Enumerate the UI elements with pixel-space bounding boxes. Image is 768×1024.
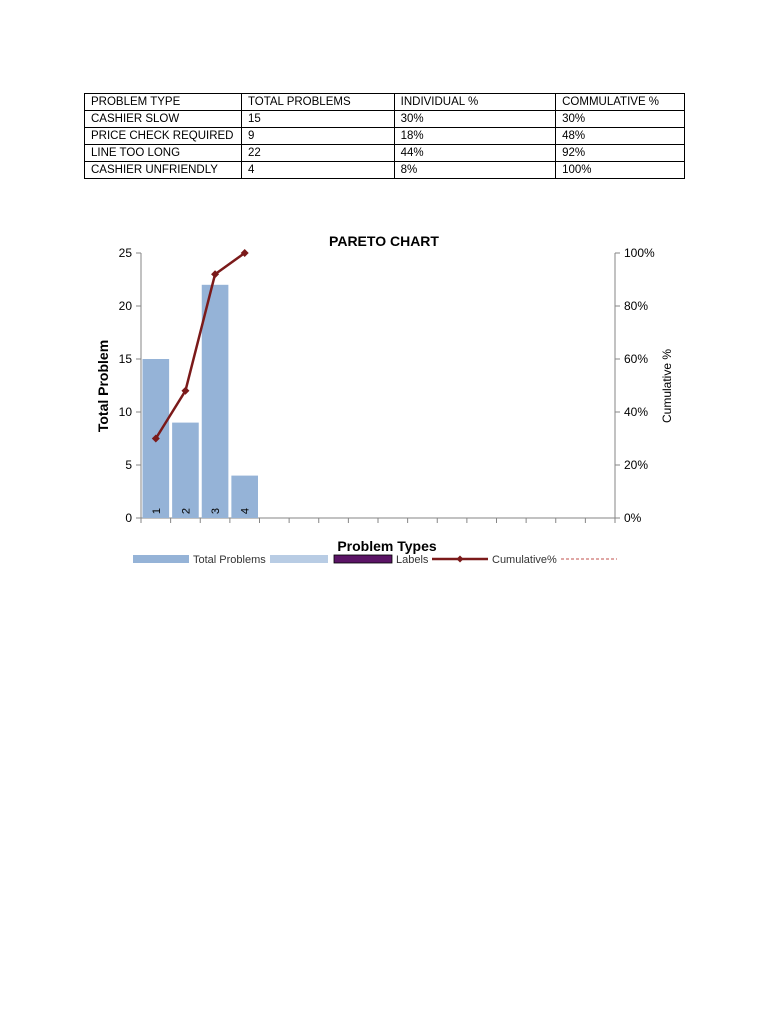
- cumulative-line: [156, 253, 245, 439]
- y-axis-label: Total Problem: [95, 339, 111, 433]
- table-header-cell: TOTAL PROBLEMS: [241, 94, 394, 111]
- bar: [172, 423, 199, 518]
- table-cell: CASHIER SLOW: [85, 111, 242, 128]
- table-cell: 18%: [394, 128, 555, 145]
- plot-area: [119, 246, 655, 525]
- legend-swatch: [133, 555, 189, 563]
- table-cell: 15: [241, 111, 394, 128]
- y-tick-label: 20: [118, 299, 132, 313]
- y2-tick-label: 60%: [624, 352, 649, 366]
- y-tick-label: 10: [118, 405, 132, 419]
- y2-axis-label: Cumulative %: [660, 348, 674, 424]
- chart-title: PARETO CHART: [329, 233, 439, 249]
- table-cell: PRICE CHECK REQUIRED: [85, 128, 242, 145]
- table-cell: 4: [241, 162, 394, 179]
- table-cell: 100%: [556, 162, 685, 179]
- table-cell: 48%: [556, 128, 685, 145]
- table-cell: 8%: [394, 162, 555, 179]
- y2-tick-label: 20%: [624, 458, 649, 472]
- legend-label: Total Problems: [193, 554, 266, 566]
- y2-tick-label: 100%: [624, 246, 655, 260]
- y2-tick-label: 40%: [624, 405, 649, 419]
- x-axis-label: Problem Types: [337, 538, 437, 554]
- table-cell: 30%: [556, 111, 685, 128]
- table-header-cell: INDIVIDUAL %: [394, 94, 555, 111]
- legend-swatch: [334, 555, 392, 563]
- legend-label: Cumulative%: [492, 554, 557, 566]
- chart-legend: [133, 554, 617, 566]
- table-cell: CASHIER UNFRIENDLY: [85, 162, 242, 179]
- table-cell: LINE TOO LONG: [85, 145, 242, 162]
- y2-tick-label: 0%: [624, 511, 642, 525]
- table-cell: 44%: [394, 145, 555, 162]
- table-cell: 30%: [394, 111, 555, 128]
- y2-tick-label: 80%: [624, 299, 649, 313]
- x-category-label: 4: [239, 507, 252, 515]
- y-tick-label: 5: [125, 458, 132, 472]
- x-category-label: 2: [180, 507, 193, 515]
- table-cell: 92%: [556, 145, 685, 162]
- table-header-cell: PROBLEM TYPE: [85, 94, 242, 111]
- table-cell: 22: [241, 145, 394, 162]
- x-category-label: 1: [150, 507, 163, 515]
- legend-swatch: [270, 555, 328, 563]
- legend-label: Labels: [396, 554, 429, 566]
- table-header-cell: COMMULATIVE %: [556, 94, 685, 111]
- x-category-label: 3: [210, 507, 223, 515]
- y-tick-label: 25: [118, 246, 132, 260]
- y-tick-label: 0: [125, 511, 132, 525]
- bar: [202, 285, 229, 518]
- table-cell: 9: [241, 128, 394, 145]
- legend-marker: [457, 556, 464, 563]
- y-tick-label: 15: [118, 352, 132, 366]
